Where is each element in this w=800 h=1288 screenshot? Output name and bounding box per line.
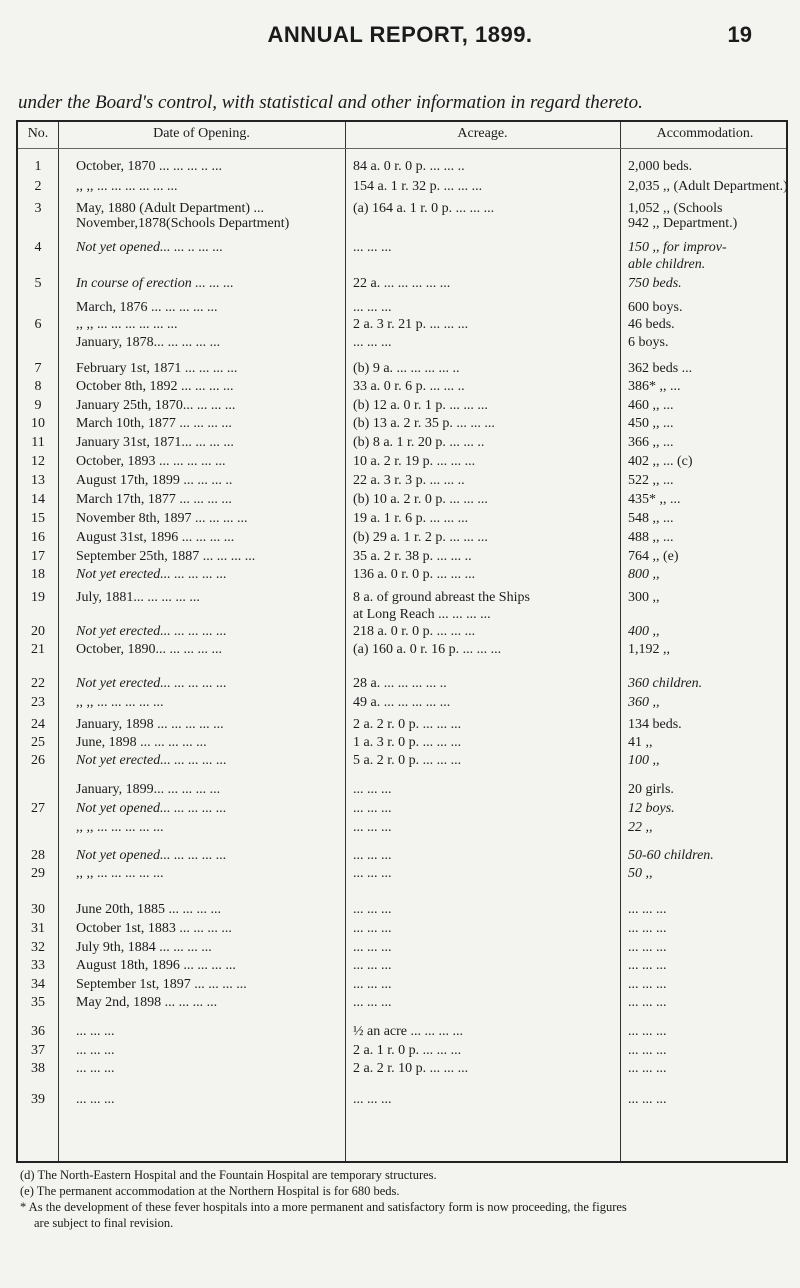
accommodation-value: able children. <box>628 257 706 272</box>
accommodation-value: 522 ,, ... <box>628 473 674 488</box>
acreage-value: ... ... ... <box>353 977 392 992</box>
acreage-value: 35 a. 2 r. 38 p. ... ... .. <box>353 549 472 564</box>
date-of-opening: Not yet opened... ... .. ... ... <box>76 240 223 255</box>
row-number: 1 <box>34 159 42 174</box>
table-row <box>18 529 790 547</box>
date-of-opening: August 17th, 1899 ... ... ... .. <box>76 473 233 488</box>
table-row <box>18 716 790 734</box>
date-of-opening: Not yet erected... ... ... ... ... <box>76 624 227 639</box>
accommodation-value: 460 ,, ... <box>628 398 674 413</box>
row-number: 25 <box>31 735 45 750</box>
acreage-value: ... ... ... <box>353 240 392 255</box>
acreage-value: ... ... ... <box>353 782 392 797</box>
acreage-value: 218 a. 0 r. 0 p. ... ... ... <box>353 624 476 639</box>
date-of-opening: ,, ,, ... ... ... ... ... ... <box>76 317 178 332</box>
accommodation-value: 134 beds. <box>628 717 682 732</box>
header-rule <box>18 148 786 149</box>
row-number: 23 <box>31 695 45 710</box>
date-of-opening: ,, ,, ... ... ... ... ... <box>76 866 164 881</box>
acreage-value: (b) 10 a. 2 r. 0 p. ... ... ... <box>353 492 488 507</box>
footnotes <box>20 1167 790 1231</box>
table-row <box>18 256 790 274</box>
accommodation-value: ... ... ... <box>628 995 667 1010</box>
row-number: 14 <box>31 492 45 507</box>
acreage-value: (b) 8 a. 1 r. 20 p. ... ... .. <box>353 435 485 450</box>
table-row <box>18 397 790 415</box>
table-row <box>18 994 790 1012</box>
accommodation-value: 300 ,, <box>628 590 660 605</box>
row-number: 15 <box>31 511 45 526</box>
accommodation-value: 150 ,, for improv- <box>628 240 727 255</box>
table-row <box>18 158 790 176</box>
row-number: 29 <box>31 866 45 881</box>
accommodation-value: ... ... ... <box>628 940 667 955</box>
date-of-opening: June, 1898 ... ... ... ... ... <box>76 735 207 750</box>
acreage-value: (b) 9 a. ... ... ... ... .. <box>353 361 460 376</box>
acreage-value: 2 a. 2 r. 10 p. ... ... ... <box>353 1061 469 1076</box>
acreage-value: at Long Reach ... ... ... ... <box>353 607 491 622</box>
acreage-value: 2 a. 3 r. 21 p. ... ... ... <box>353 317 469 332</box>
table-row <box>18 976 790 994</box>
date-of-opening: Not yet erected... ... ... ... ... <box>76 676 227 691</box>
table-row <box>18 694 790 712</box>
acreage-value: ... ... ... <box>353 866 392 881</box>
date-of-opening: November 8th, 1897 ... ... ... ... <box>76 511 248 526</box>
date-of-opening: ... ... ... <box>76 1024 115 1039</box>
accommodation-value: ... ... ... <box>628 1061 667 1076</box>
date-of-opening: January, 1899... ... ... ... ... <box>76 782 221 797</box>
accommodation-value: ... ... ... <box>628 977 667 992</box>
acreage-value: 5 a. 2 r. 0 p. ... ... ... <box>353 753 462 768</box>
accommodation-value: 12 boys. <box>628 801 675 816</box>
date-of-opening: January 25th, 1870... ... ... ... <box>76 398 236 413</box>
table-row <box>18 675 790 693</box>
table-subtitle: under the Board's control, with statistical and other information in regard thereto. <box>18 92 643 113</box>
table-row <box>18 415 790 433</box>
acreage-value: 19 a. 1 r. 6 p. ... ... ... <box>353 511 469 526</box>
table-row <box>18 865 790 883</box>
date-of-opening: August 18th, 1896 ... ... ... ... <box>76 958 236 973</box>
acreage-value: ... ... ... <box>353 848 392 863</box>
date-of-opening: January, 1878... ... ... ... ... <box>76 335 221 350</box>
accommodation-value: ... ... ... <box>628 921 667 936</box>
accommodation-value: 6 boys. <box>628 335 669 350</box>
statistics-table <box>16 120 788 1163</box>
accommodation-value: 750 beds. <box>628 276 682 291</box>
acreage-value: 154 a. 1 r. 32 p. ... ... ... <box>353 179 483 194</box>
accommodation-value: 46 beds. <box>628 317 675 332</box>
date-of-opening: October, 1890... ... ... ... ... <box>76 642 223 657</box>
acreage-value: (a) 160 a. 0 r. 16 p. ... ... ... <box>353 642 502 657</box>
accommodation-value: 362 beds ... <box>628 361 693 376</box>
table-row <box>18 453 790 471</box>
acreage-value: 84 a. 0 r. 0 p. ... ... .. <box>353 159 465 174</box>
page-number: 19 <box>727 22 752 47</box>
accommodation-value: 800 ,, <box>628 567 660 582</box>
table-row <box>18 957 790 975</box>
row-number: 38 <box>31 1061 45 1076</box>
date-of-opening: July 9th, 1884 ... ... ... ... <box>76 940 212 955</box>
date-of-opening: October 8th, 1892 ... ... ... ... <box>76 379 234 394</box>
table-row <box>18 316 790 334</box>
table-row <box>18 491 790 509</box>
page-header <box>0 22 800 52</box>
accommodation-value: 435* ,, ... <box>628 492 681 507</box>
row-number: 33 <box>31 958 45 973</box>
date-of-opening: February 1st, 1871 ... ... ... ... <box>76 361 238 376</box>
acreage-value: ... ... ... <box>353 1092 392 1107</box>
row-number: 19 <box>31 590 45 605</box>
row-number: 7 <box>34 361 42 376</box>
row-number: 39 <box>31 1092 45 1107</box>
table-row <box>18 641 790 659</box>
accommodation-value: 2,035 ,, (Adult Department.) <box>628 179 788 194</box>
row-number: 17 <box>31 549 45 564</box>
acreage-value: 1 a. 3 r. 0 p. ... ... ... <box>353 735 462 750</box>
table-row <box>18 1023 790 1041</box>
accommodation-value: 50-60 children. <box>628 848 714 863</box>
table-row <box>18 606 790 624</box>
row-number: 13 <box>31 473 45 488</box>
date-of-opening: ,, ,, ... ... ... ... ... <box>76 820 164 835</box>
table-row <box>18 215 790 233</box>
acreage-value: 33 a. 0 r. 6 p. ... ... .. <box>353 379 465 394</box>
accommodation-value: 488 ,, ... <box>628 530 674 545</box>
date-of-opening: ... ... ... <box>76 1061 115 1076</box>
row-number: 28 <box>31 848 45 863</box>
table-row <box>18 623 790 641</box>
acreage-value: ... ... ... <box>353 902 392 917</box>
accommodation-value: 41 ,, <box>628 735 653 750</box>
row-number: 26 <box>31 753 45 768</box>
date-of-opening: September 25th, 1887 ... ... ... ... <box>76 549 256 564</box>
table-row <box>18 378 790 396</box>
accommodation-value: 1,052 ,, (Schools <box>628 201 723 216</box>
date-of-opening: May 2nd, 1898 ... ... ... ... <box>76 995 218 1010</box>
row-number: 36 <box>31 1024 45 1039</box>
accommodation-value: 22 ,, <box>628 820 653 835</box>
accommodation-value: 360 children. <box>628 676 703 691</box>
table-row <box>18 510 790 528</box>
accommodation-value: 100 ,, <box>628 753 660 768</box>
column-header-accommodation: Accommodation. <box>656 126 754 141</box>
acreage-value: ... ... ... <box>353 335 392 350</box>
date-of-opening: October, 1893 ... ... ... ... ... <box>76 454 226 469</box>
table-row <box>18 239 790 257</box>
date-of-opening: Not yet opened... ... ... ... ... <box>76 801 227 816</box>
table-row <box>18 920 790 938</box>
table-row <box>18 299 790 317</box>
row-number: 12 <box>31 454 45 469</box>
table-row <box>18 1060 790 1078</box>
acreage-value: 2 a. 2 r. 0 p. ... ... ... <box>353 717 462 732</box>
accommodation-value: 548 ,, ... <box>628 511 674 526</box>
acreage-value: ... ... ... <box>353 940 392 955</box>
row-number: 35 <box>31 995 45 1010</box>
row-number: 8 <box>34 379 42 394</box>
row-number: 20 <box>31 624 45 639</box>
table-row <box>18 589 790 607</box>
date-of-opening: July, 1881... ... ... ... ... <box>76 590 200 605</box>
table-row <box>18 901 790 919</box>
accommodation-value: 366 ,, ... <box>628 435 674 450</box>
row-number: 31 <box>31 921 45 936</box>
row-number: 6 <box>34 317 42 332</box>
accommodation-value: 402 ,, ... (c) <box>628 454 693 469</box>
date-of-opening: Not yet opened... ... ... ... ... <box>76 848 227 863</box>
acreage-value: ... ... ... <box>353 958 392 973</box>
table-row <box>18 434 790 452</box>
table-row <box>18 275 790 293</box>
date-of-opening: ... ... ... <box>76 1092 115 1107</box>
column-header-acreage: Acreage. <box>457 126 508 141</box>
acreage-value: 49 a. ... ... ... ... ... <box>353 695 451 710</box>
accommodation-value: 50 ,, <box>628 866 653 881</box>
table-row <box>18 939 790 957</box>
date-of-opening: August 31st, 1896 ... ... ... ... <box>76 530 235 545</box>
accommodation-value: 400 ,, <box>628 624 660 639</box>
acreage-value: 10 a. 2 r. 19 p. ... ... ... <box>353 454 476 469</box>
acreage-value: (a) 164 a. 1 r. 0 p. ... ... ... <box>353 201 495 216</box>
table-row <box>18 734 790 752</box>
row-number: 11 <box>31 435 45 450</box>
row-number: 37 <box>31 1043 45 1058</box>
row-number: 32 <box>31 940 45 955</box>
accommodation-value: 600 boys. <box>628 300 683 315</box>
row-number: 9 <box>34 398 42 413</box>
acreage-value: 22 a. ... ... ... ... ... <box>353 276 451 291</box>
row-number: 3 <box>34 201 42 216</box>
date-of-opening: In course of erection ... ... ... <box>76 276 234 291</box>
table-row <box>18 472 790 490</box>
accommodation-value: ... ... ... <box>628 1043 667 1058</box>
footnote: * As the development of these fever hospitals into a more permanent and satisfactory form is now proceeding, the figures <box>20 1200 627 1214</box>
footnote: (d) The North-Eastern Hospital and the Fountain Hospital are temporary structures. <box>20 1168 437 1182</box>
acreage-value: (b) 12 a. 0 r. 1 p. ... ... ... <box>353 398 488 413</box>
date-of-opening: ,, ,, ... ... ... ... ... ... <box>76 179 178 194</box>
row-number: 16 <box>31 530 45 545</box>
accommodation-value: 1,192 ,, <box>628 642 670 657</box>
date-of-opening: Not yet erected... ... ... ... ... <box>76 753 227 768</box>
table-row <box>18 819 790 837</box>
table-row <box>18 1091 790 1109</box>
date-of-opening: ... ... ... <box>76 1043 115 1058</box>
row-number: 21 <box>31 642 45 657</box>
acreage-value: (b) 29 a. 1 r. 2 p. ... ... ... <box>353 530 488 545</box>
date-of-opening: January 31st, 1871... ... ... ... <box>76 435 234 450</box>
accommodation-value: 942 ,, Department.) <box>628 216 738 231</box>
footnote: are subject to final revision. <box>34 1216 174 1230</box>
table-row <box>18 548 790 566</box>
row-number: 27 <box>31 801 45 816</box>
acreage-value: ... ... ... <box>353 820 392 835</box>
accommodation-value: ... ... ... <box>628 1092 667 1107</box>
accommodation-value: 20 girls. <box>628 782 674 797</box>
acreage-value: 2 a. 1 r. 0 p. ... ... ... <box>353 1043 462 1058</box>
accommodation-value: 360 ,, <box>628 695 660 710</box>
table-row <box>18 1042 790 1060</box>
acreage-value: ... ... ... <box>353 921 392 936</box>
date-of-opening: March 17th, 1877 ... ... ... ... <box>76 492 232 507</box>
date-of-opening: March, 1876 ... ... ... ... ... <box>76 300 218 315</box>
row-number: 5 <box>34 276 42 291</box>
footnote: (e) The permanent accommodation at the Northern Hospital is for 680 beds. <box>20 1184 400 1198</box>
date-of-opening: October, 1870 ... ... ... .. ... <box>76 159 223 174</box>
row-number: 4 <box>34 240 42 255</box>
acreage-value: 22 a. 3 r. 3 p. ... ... .. <box>353 473 465 488</box>
row-number: 30 <box>31 902 45 917</box>
row-number: 10 <box>31 416 45 431</box>
acreage-value: 8 a. of ground abreast the Ships <box>353 590 530 605</box>
date-of-opening: November,1878(Schools Department) <box>76 216 290 231</box>
accommodation-value: 450 ,, ... <box>628 416 674 431</box>
date-of-opening: May, 1880 (Adult Department) ... <box>76 201 265 216</box>
column-header-date: Date of Opening. <box>153 126 250 141</box>
table-row <box>18 752 790 770</box>
acreage-value: ... ... ... <box>353 300 392 315</box>
acreage-value: 28 a. ... ... ... ... .. <box>353 676 447 691</box>
table-row <box>18 178 790 196</box>
table-row <box>18 800 790 818</box>
date-of-opening: ,, ,, ... ... ... ... ... <box>76 695 164 710</box>
table-row <box>18 360 790 378</box>
accommodation-value: ... ... ... <box>628 1024 667 1039</box>
acreage-value: ½ an acre ... ... ... ... <box>353 1024 464 1039</box>
row-number: 22 <box>31 676 45 691</box>
acreage-value: (b) 13 a. 2 r. 35 p. ... ... ... <box>353 416 495 431</box>
table-row <box>18 781 790 799</box>
table-row <box>18 334 790 352</box>
accommodation-value: 2,000 beds. <box>628 159 693 174</box>
column-header-no: No. <box>27 126 49 141</box>
row-number: 34 <box>31 977 45 992</box>
acreage-value: ... ... ... <box>353 995 392 1010</box>
date-of-opening: March 10th, 1877 ... ... ... ... <box>76 416 232 431</box>
date-of-opening: Not yet erected... ... ... ... ... <box>76 567 227 582</box>
report-title: ANNUAL REPORT, 1899. <box>267 22 533 47</box>
date-of-opening: September 1st, 1897 ... ... ... ... <box>76 977 247 992</box>
row-number: 18 <box>31 567 45 582</box>
accommodation-value: 764 ,, (e) <box>628 549 679 564</box>
row-number: 2 <box>34 179 42 194</box>
date-of-opening: January, 1898 ... ... ... ... ... <box>76 717 224 732</box>
accommodation-value: 386* ,, ... <box>628 379 681 394</box>
accommodation-value: ... ... ... <box>628 902 667 917</box>
table-row <box>18 847 790 865</box>
date-of-opening: June 20th, 1885 ... ... ... ... <box>76 902 222 917</box>
row-number: 24 <box>31 717 45 732</box>
acreage-value: 136 a. 0 r. 0 p. ... ... ... <box>353 567 476 582</box>
table-row <box>18 566 790 584</box>
acreage-value: ... ... ... <box>353 801 392 816</box>
date-of-opening: October 1st, 1883 ... ... ... ... <box>76 921 232 936</box>
accommodation-value: ... ... ... <box>628 958 667 973</box>
